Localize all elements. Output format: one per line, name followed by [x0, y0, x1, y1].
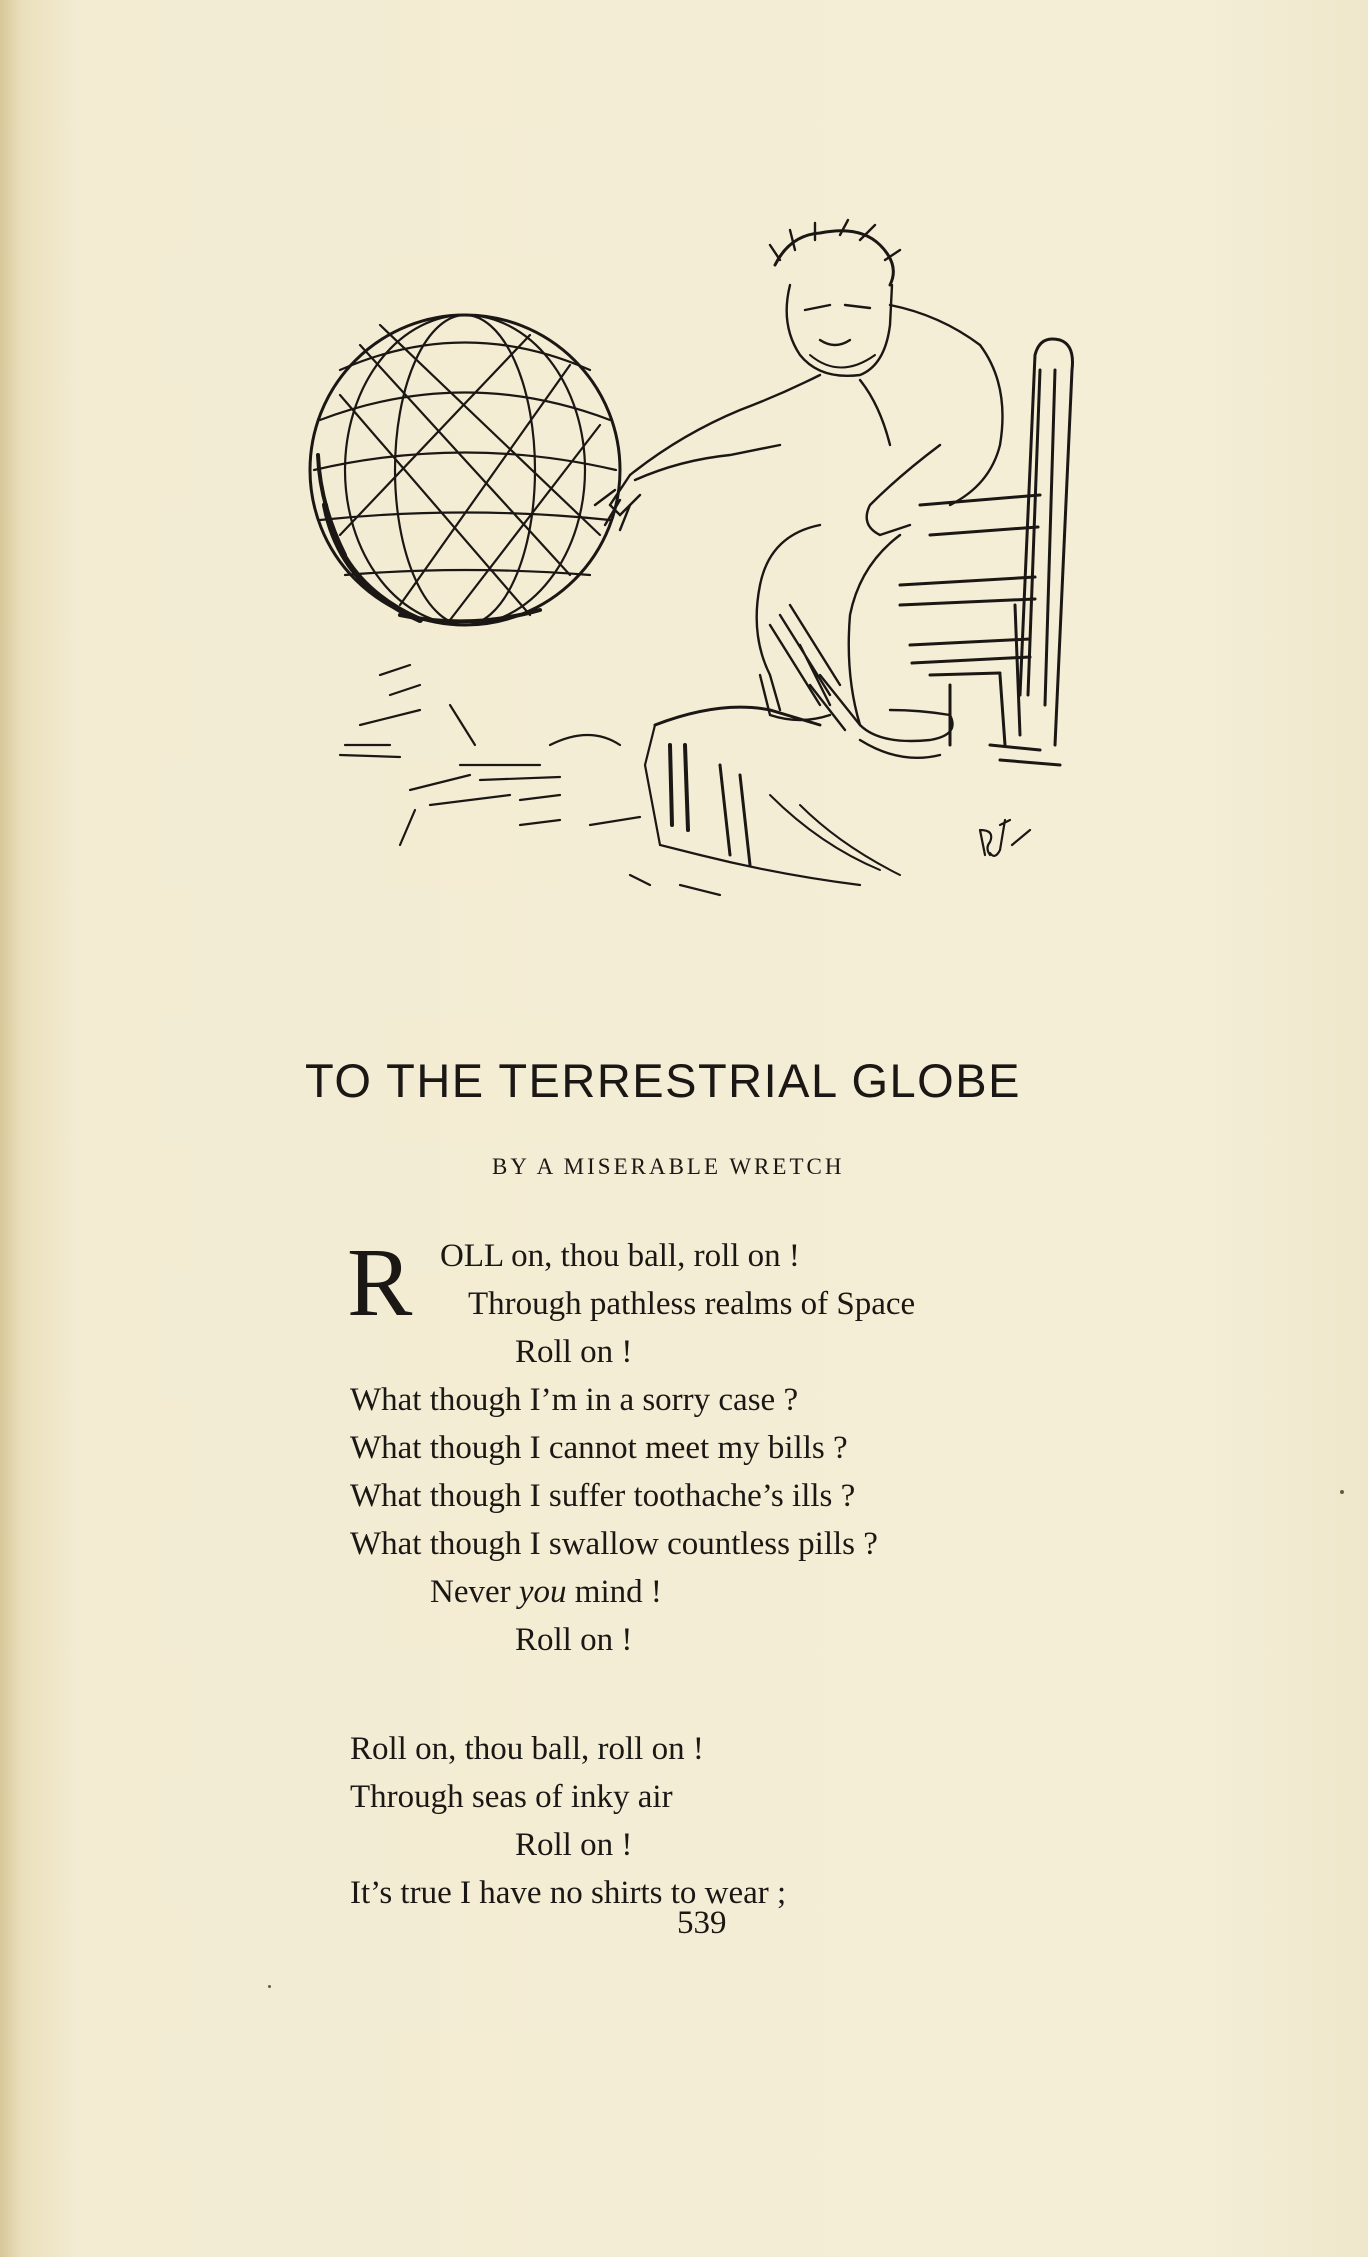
- poem-stanza-2: [350, 1725, 1070, 1917]
- paper-speck: [1340, 1490, 1344, 1494]
- drop-cap: R: [347, 1229, 413, 1337]
- poem-line: Roll on !: [515, 1334, 633, 1370]
- poem-line: Roll on, thou ball, roll on !: [350, 1731, 704, 1767]
- poem-line: It’s true I have no shirts to wear ;: [350, 1875, 787, 1911]
- poem-line: Through seas of inky air: [350, 1779, 673, 1815]
- chair-icon: [900, 339, 1073, 765]
- poem-line: [350, 1568, 1070, 1616]
- ground-lines: [340, 665, 720, 895]
- old-man-figure: [595, 220, 1003, 758]
- poem-text: mind !: [566, 1574, 662, 1610]
- emphasis-text: you: [518, 1574, 567, 1610]
- poem-line: What though I’m in a sorry case ?: [350, 1382, 799, 1418]
- page-title: TO THE TERRESTRIAL GLOBE: [305, 1054, 1021, 1107]
- poem-line: OLL on, thou ball, roll on !: [440, 1238, 800, 1274]
- poem-line: Roll on !: [515, 1622, 633, 1658]
- poem-line: Through pathless realms of Space: [468, 1286, 916, 1322]
- signature-initials: [980, 820, 1030, 856]
- poem-line: What though I suffer toothache’s ills ?: [350, 1478, 856, 1514]
- poem-line: What though I cannot meet my bills ?: [350, 1430, 848, 1466]
- poem-stanza-1: [347, 1229, 1070, 1664]
- byline: BY A MISERABLE WRETCH: [492, 1154, 845, 1179]
- poem-text: Never: [430, 1574, 519, 1610]
- poem-line: What though I swallow countless pills ?: [350, 1526, 878, 1562]
- illustration: [300, 205, 1090, 905]
- poem-line: Roll on !: [515, 1827, 633, 1863]
- rock-mound: [645, 707, 900, 885]
- globe-icon: [310, 315, 620, 625]
- paper-speck: [268, 1985, 271, 1988]
- page-number: 539: [677, 1905, 727, 1941]
